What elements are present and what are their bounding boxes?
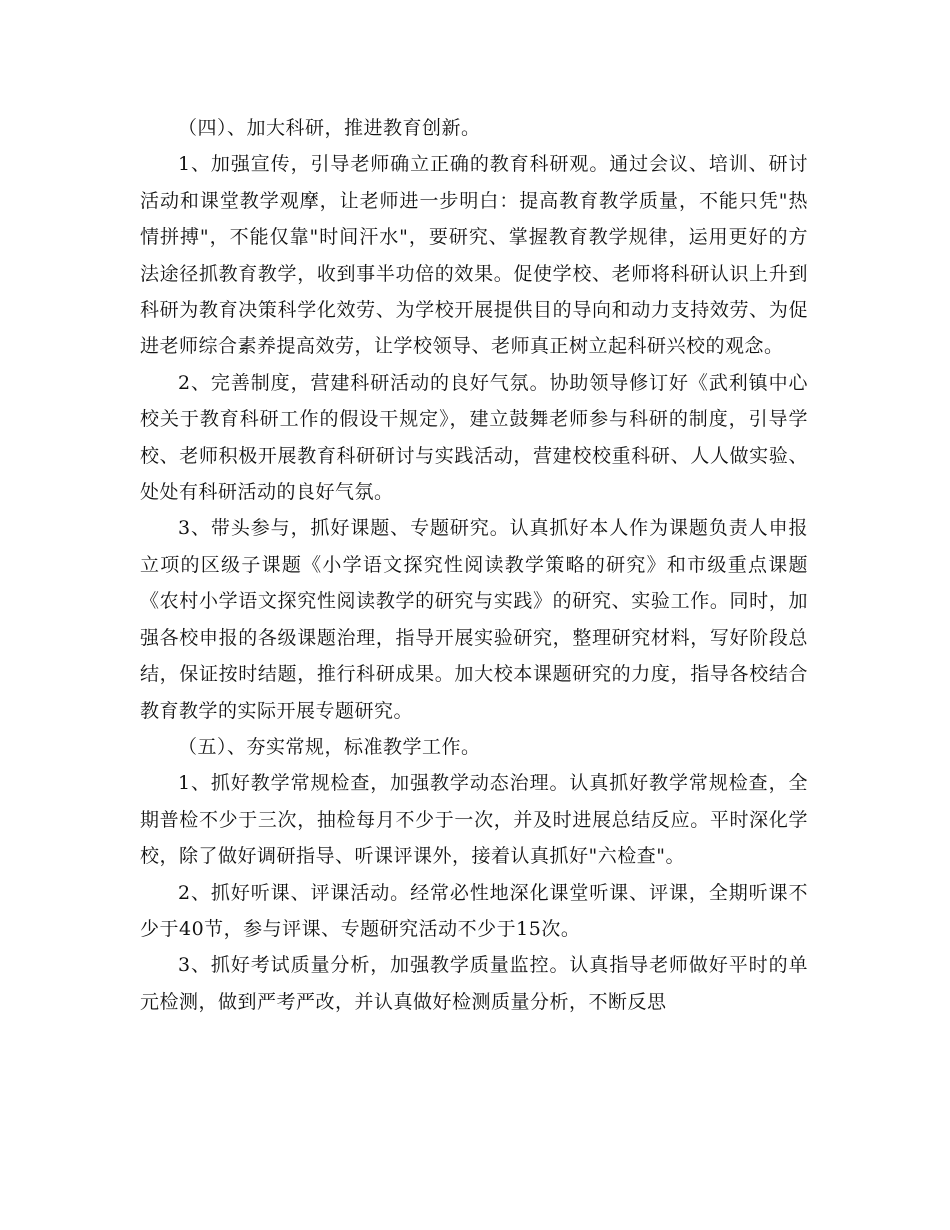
- section-heading-5: （五）、夯实常规，标准教学工作。: [178, 735, 481, 758]
- paragraph-exam: 3、抓好考试质量分析，加强教学质量监控。认真指导老师做好平时的单元检测，做到严考严改，并认真做好检测质量分析，不断反思: [140, 954, 808, 1013]
- section-heading-4: （四）、加大科研，推进教育创新。: [178, 117, 481, 139]
- paragraph-research: 3、带头参与，抓好课题、专题研究。认真抓好本人作为课题负责人申报立项的区级子课题《小学语文探究性阅读教学策略的研究》和市级重点课题《农村小学语文探究性阅读教学的研究与实践》的研究、实验工作。同时，加强各校申报的各级课题治理，指导开展实验研究，整理研究材料，写好阶段总结，保证按时结题，推行科研成果。加大校本课题研究的力度，指导各校结合教育教学的实际开展专题研究。: [140, 517, 808, 722]
- paragraph-lecture: 2、抓好听课、评课活动。经常必性地深化课堂听课、评课，全期听课不少于40节，参与评课、专题研究活动不少于15次。: [140, 881, 808, 940]
- paragraph-publicity: 1、加强宣传，引导老师确立正确的教育科研观。通过会议、培训、研讨活动和课堂教学观摩，让老师进一步明白：提高教育教学质量，不能只凭"热情拼搏"，不能仅靠"时间汗水"，要研究、掌握教育教学规律，运用更好的方法途径抓教育教学，收到事半功倍的效果。促使学校、老师将科研认识上升到科研为教育决策科学化效劳、为学校开展提供目的导向和动力支持效劳、为促进老师综合素养提高效劳，让学校领导、老师真正树立起科研兴校的观念。: [140, 153, 808, 358]
- document-page: [140, 110, 808, 1020]
- paragraph-system: 2、完善制度，营建科研活动的良好气氛。协助领导修订好《武利镇中心校关于教育科研工作的假设干规定》，建立鼓舞老师参与科研的制度，引导学校、老师积极开展教育科研研讨与实践活动，营建校校重科研、人人做实验、处处有科研活动的良好气氛。: [140, 371, 808, 504]
- paragraph-inspection: 1、抓好教学常规检查，加强教学动态治理。认真抓好教学常规检查，全期普检不少于三次，抽检每月不少于一次，并及时进展总结反应。平时深化学校，除了做好调研指导、听课评课外，接着认真抓好"六检查"。: [140, 772, 808, 868]
